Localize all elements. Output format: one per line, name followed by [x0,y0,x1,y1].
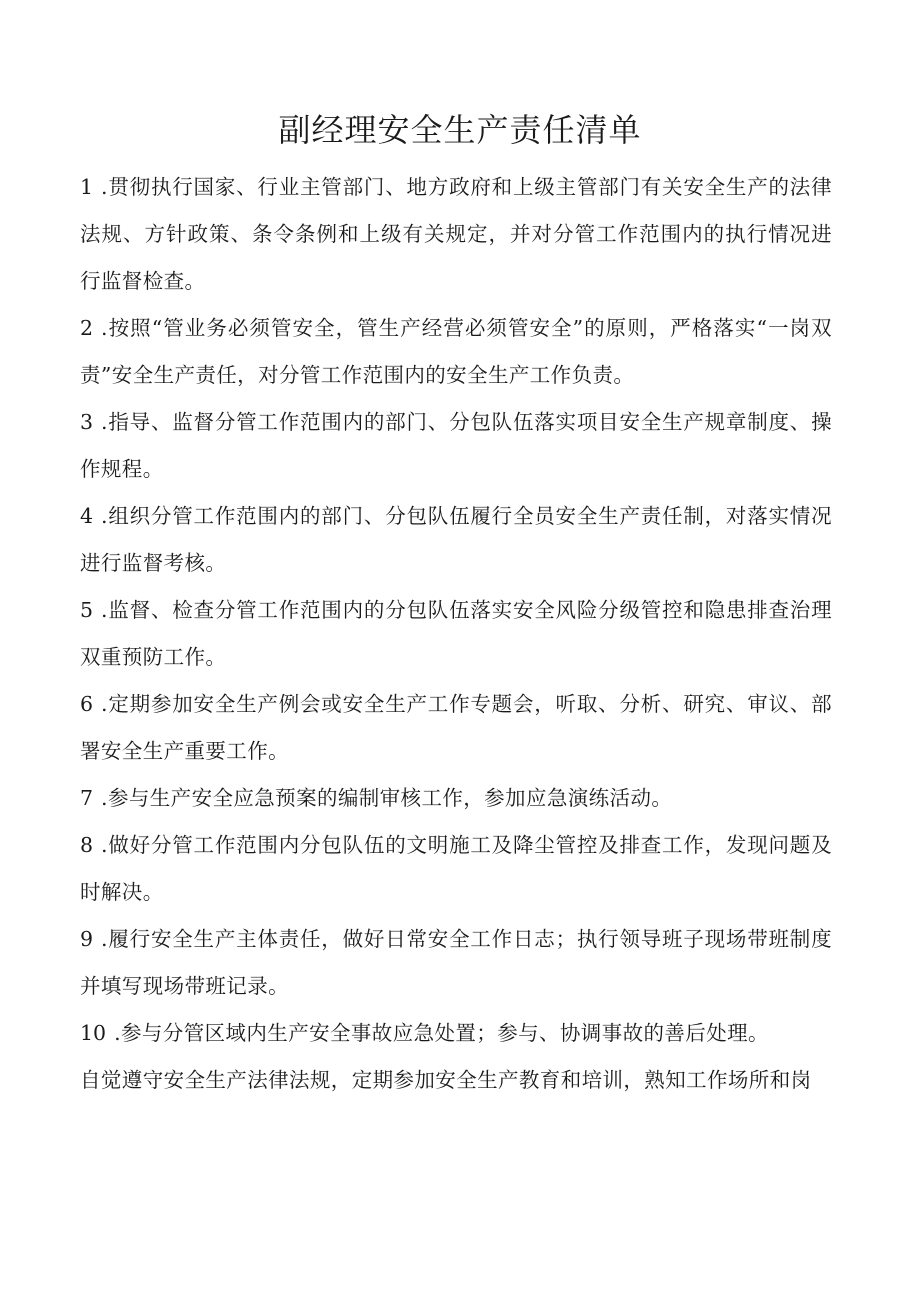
item-text: .定期参加安全生产例会或安全生产工作专题会，听取、分析、研究、审议、部署安全生产重要工作。 [80,692,832,763]
item-number: 2 [80,316,94,340]
document-title: 副经理安全生产责任清单 [278,111,642,149]
item-number: 3 [80,410,94,434]
item-number: 9 [80,927,94,951]
trailing-paragraph: 自觉遵守安全生产法律法规，定期参加安全生产教育和培训，熟知工作场所和岗 [80,1068,812,1092]
list-item [80,493,832,587]
item-text: .按照“管业务必须管安全，管生产经营必须管安全”的原则，严格落实“一岗双责”安全生产责任，对分管工作范围内的安全生产工作负责。 [80,316,832,387]
item-text: .做好分管工作范围内分包队伍的文明施工及降尘管控及排查工作，发现问题及时解决。 [80,833,832,904]
item-number: 1 [80,175,94,199]
list-item [80,1010,832,1057]
item-number: 8 [80,833,94,857]
list-item [80,681,832,775]
item-text: .监督、检查分管工作范围内的分包队伍落实安全风险分级管控和隐患排查治理双重预防工作。 [80,598,832,669]
item-text: .贯彻执行国家、行业主管部门、地方政府和上级主管部门有关安全生产的法律法规、方针政策、条令条例和上级有关规定，并对分管工作范围内的执行情况进行监督检查。 [80,175,832,293]
item-number: 10 [80,1021,107,1045]
item-text: .指导、监督分管工作范围内的部门、分包队伍落实项目安全生产规章制度、操作规程。 [80,410,832,481]
item-text: .参与生产安全应急预案的编制审核工作，参加应急演练活动。 [101,786,673,810]
item-number: 5 [80,598,94,622]
list-item [80,399,832,493]
item-text: .参与分管区域内生产安全事故应急处置；参与、协调事故的善后处理。 [114,1021,769,1045]
item-number: 7 [80,786,94,810]
list-item [80,775,832,822]
item-text: .履行安全生产主体责任，做好日常安全工作日志；执行领导班子现场带班制度并填写现场带班记录。 [80,927,832,998]
list-item [80,916,832,1010]
item-number: 6 [80,692,94,716]
list-item [80,587,832,681]
list-item [80,164,832,305]
list-item [80,822,832,916]
list-item [80,305,832,399]
item-number: 4 [80,504,94,528]
responsibility-list [80,164,832,1104]
item-text: .组织分管工作范围内的部门、分包队伍履行全员安全生产责任制，对落实情况进行监督考核。 [80,504,832,575]
